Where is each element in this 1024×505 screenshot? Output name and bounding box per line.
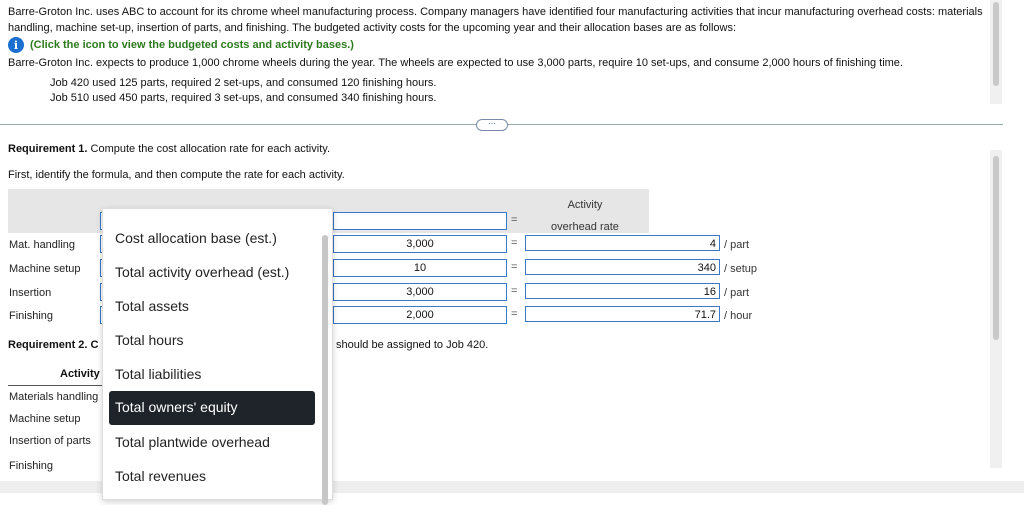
job-420-text: Job 420 used 125 parts, required 2 set-ups, and consumed 120 finishing hours. <box>50 77 437 89</box>
equals-sign: = <box>511 285 518 297</box>
rate-input[interactable]: 16 <box>525 283 720 299</box>
row-label-insertion: Insertion <box>9 287 52 299</box>
header-line-2: overhead rate <box>551 221 619 233</box>
row-label-finishing: Finishing <box>9 310 54 322</box>
rate-unit: / part <box>724 287 750 299</box>
rate-input[interactable]: 340 <box>525 259 720 275</box>
dropdown-option[interactable]: Total assets <box>115 298 189 314</box>
rate-input[interactable]: 71.7 <box>525 306 720 322</box>
header-line-1: Activity <box>567 199 603 211</box>
rate-unit: / setup <box>724 263 758 275</box>
dropdown-option[interactable]: Total revenues <box>115 468 207 484</box>
info-link[interactable]: (Click the icon to view the budgeted costs and activity bases.) <box>30 39 354 51</box>
requirement-1 <box>8 143 330 155</box>
table2-row: Machine setup <box>9 413 81 425</box>
dropdown-option-highlighted[interactable] <box>109 391 315 425</box>
main-scrollbar-thumb[interactable] <box>993 156 999 340</box>
equals-sign: = <box>511 261 518 273</box>
allocation-base-input[interactable]: 2,000 <box>333 306 507 324</box>
production-text: Barre-Groton Inc. expects to produce 1,000 chrome wheels during the year. The wheels are expected to use 3,000 parts, require 10 set-ups, and consume 2,000 hours of finishing time. <box>8 57 903 69</box>
main-scrollbar[interactable] <box>990 150 1002 468</box>
info-icon[interactable]: i <box>8 37 24 53</box>
table2-row: Finishing <box>9 460 54 472</box>
requirement-2-text: should be assigned to Job 420. <box>336 339 489 351</box>
instruction-text: First, identify the formula, and then compute the rate for each activity. <box>8 169 345 181</box>
row-label-machine-setup: Machine setup <box>9 263 81 275</box>
rate-unit: / hour <box>724 310 753 322</box>
more-button[interactable]: ⋯ <box>476 119 508 131</box>
row-label-mat-handling: Mat. handling <box>9 239 76 251</box>
top-scrollbar-thumb[interactable] <box>993 2 999 86</box>
dropdown-option[interactable]: Total plantwide overhead <box>115 434 270 450</box>
equals-sign: = <box>511 308 518 320</box>
table2-row: Insertion of parts <box>9 435 91 447</box>
equals-sign: = <box>511 214 518 226</box>
equals-sign: = <box>511 237 518 249</box>
requirement-2-label: Requirement 2. C <box>8 339 99 351</box>
dropdown-scrollbar[interactable] <box>322 235 328 505</box>
allocation-base-input[interactable]: 3,000 <box>333 283 507 301</box>
allocation-base-input[interactable]: 3,000 <box>333 235 507 253</box>
job-510-text: Job 510 used 450 parts, required 3 set-ups, and consumed 340 finishing hours. <box>50 92 437 104</box>
dropdown-option-label: Total owners' equity <box>115 399 238 415</box>
dropdown-option[interactable]: Total liabilities <box>115 366 202 382</box>
dropdown-option[interactable]: Total hours <box>115 332 184 348</box>
top-scrollbar[interactable] <box>990 0 1002 104</box>
requirement-1-text: Compute the cost allocation rate for each activity. <box>87 143 330 155</box>
rate-input[interactable]: 4 <box>525 235 720 251</box>
rate-unit: / part <box>724 239 750 251</box>
dropdown-option[interactable]: Cost allocation base (est.) <box>115 230 277 246</box>
formula-denominator-select[interactable] <box>333 212 507 230</box>
table2-header: Activity <box>60 368 100 380</box>
table2-row: Materials handling <box>9 391 99 403</box>
dropdown-option[interactable]: Total activity overhead (est.) <box>115 264 290 280</box>
table2-header-rule <box>8 385 103 386</box>
problem-intro: Barre-Groton Inc. uses ABC to account for its chrome wheel manufacturing process. Company managers have identified four manufacturing activities that incur manufacturing overhead costs: materials handling, machine set-up, insertion of parts, and finishing. The budgeted activity costs for the upcoming year and their allocation bases are as follows: <box>8 6 983 34</box>
allocation-base-input[interactable]: 10 <box>333 259 507 277</box>
requirement-1-label: Requirement 1. <box>8 143 88 155</box>
formula-dropdown-menu[interactable] <box>102 208 333 500</box>
info-link-row[interactable] <box>8 37 354 53</box>
activity-overhead-rate-header <box>520 194 650 238</box>
